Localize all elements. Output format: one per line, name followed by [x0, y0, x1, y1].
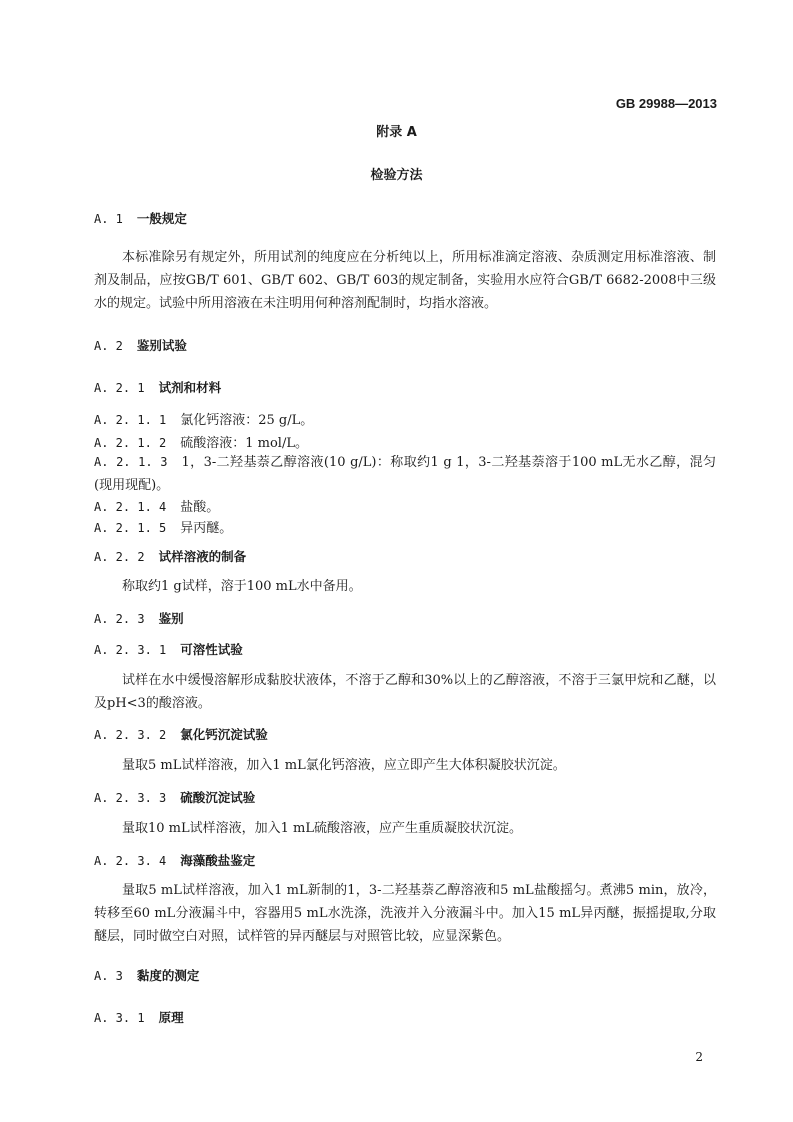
item-text: 盐酸。	[180, 500, 220, 515]
section-number: A. 2. 3	[94, 612, 145, 626]
section-a232-heading	[94, 725, 268, 743]
section-title: 黏度的测定	[136, 968, 200, 983]
item-a215	[94, 517, 232, 536]
section-a233-paragraph: 量取10 mL试样溶液，加入1 mL硫酸溶液，应产生重质凝胶状沉淀。	[122, 821, 522, 836]
section-a1-paragraph: 本标准除另有规定外，所用试剂的纯度应在分析纯以上，所用标准滴定溶液、杂质测定用标准溶液、制剂及制品，应按GB/T 601、GB/T 602、GB/T 603的规定制备，实验用水应符合GB/T 6682-2008中三级水的规定。试验中所用溶液在未注明用何种溶剂配制时，均指水溶液。	[94, 250, 716, 311]
section-number: A. 1	[94, 212, 123, 226]
item-a212	[94, 432, 308, 451]
section-a21-heading	[94, 378, 221, 396]
section-title: 一般规定	[136, 211, 187, 226]
item-text: 氯化钙溶液：25 g/L。	[180, 413, 314, 428]
section-a232-paragraph: 量取5 mL试样溶液，加入1 mL氯化钙溶液，应立即产生大体积凝胶状沉淀。	[122, 758, 566, 773]
section-a31-heading	[94, 1008, 184, 1026]
section-number: A. 3	[94, 969, 123, 983]
standard-number-header: GB 29988—2013	[615, 96, 717, 111]
item-number: A. 2. 1. 5	[94, 521, 167, 535]
section-a3-heading	[94, 966, 199, 984]
section-title: 海藻酸盐鉴定	[180, 853, 256, 868]
item-number: A. 2. 1. 1	[94, 413, 167, 427]
item-a213	[94, 451, 716, 497]
section-title: 鉴别	[158, 611, 184, 626]
section-number: A. 2. 1	[94, 381, 145, 395]
section-title: 硫酸沉淀试验	[180, 790, 256, 805]
section-a23-heading	[94, 609, 184, 627]
section-title: 鉴别试验	[136, 338, 187, 353]
section-title: 可溶性试验	[180, 642, 243, 657]
section-a1-heading	[94, 209, 187, 227]
section-a233-heading	[94, 788, 255, 806]
section-a234-paragraph: 量取5 mL试样溶液，加入1 mL新制的1，3-二羟基萘乙醇溶液和5 mL盐酸摇匀。煮沸5 min，放冷，转移至60 mL分液漏斗中，容器用5 mL水洗涤，洗液并入分液漏斗中。加入15 mL异丙醚，振摇提取,分取醚层，同时做空白对照，试样管的异丙醚层与对照管比较，应显深紫色。	[94, 883, 716, 944]
section-title: 试剂和材料	[158, 380, 222, 395]
section-number: A. 2. 3. 3	[94, 791, 167, 805]
section-number: A. 2. 2	[94, 550, 145, 564]
item-text: 硫酸溶液：1 mol/L。	[180, 436, 308, 451]
item-a211	[94, 409, 313, 428]
item-number: A. 2. 1. 4	[94, 500, 167, 514]
section-a231-heading	[94, 640, 243, 658]
item-text: 异丙醚。	[180, 521, 233, 536]
section-title: 试样溶液的制备	[158, 549, 247, 564]
annex-title: 附录 A	[376, 125, 417, 140]
section-title: 氯化钙沉淀试验	[180, 727, 268, 742]
section-a22-heading	[94, 547, 246, 565]
item-text: 1，3-二羟基萘乙醇溶液(10 g/L)：称取约1 g 1，3-二羟基萘溶于100 mL无水乙醇，混匀(现用现配)。	[94, 455, 716, 493]
section-number: A. 2	[94, 339, 123, 353]
section-number: A. 2. 3. 4	[94, 854, 167, 868]
section-title: 原理	[158, 1010, 184, 1025]
page-number: 2	[695, 1050, 703, 1064]
section-number: A. 2. 3. 2	[94, 728, 167, 742]
annex-subtitle: 检验方法	[370, 168, 423, 183]
item-number: A. 2. 1. 2	[94, 436, 167, 450]
section-a234-heading	[94, 851, 255, 869]
item-number: A. 2. 1. 3	[94, 455, 168, 469]
section-a22-paragraph: 称取约1 g试样，溶于100 mL水中备用。	[122, 579, 362, 594]
section-a231-paragraph: 试样在水中缓慢溶解形成黏胶状液体，不溶于乙醇和30%以上的乙醇溶液，不溶于三氯甲烷和乙醚，以及pH<3的酸溶液。	[94, 673, 716, 711]
item-a214	[94, 496, 219, 515]
section-number: A. 2. 3. 1	[94, 643, 167, 657]
section-number: A. 3. 1	[94, 1011, 145, 1025]
section-a2-heading	[94, 336, 187, 354]
